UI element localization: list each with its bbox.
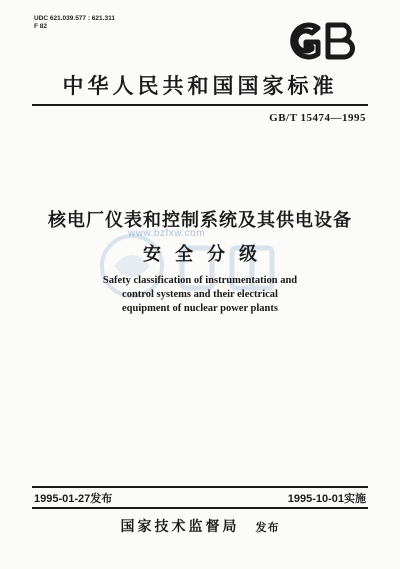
classification-block (34, 15, 115, 31)
issuer-action: 发布 (255, 521, 280, 534)
title-english-line-2: control systems and their electrical (122, 289, 278, 300)
udc-code: UDC 621.039.577 : 621.311 (34, 15, 115, 22)
title-english-line-1: Safety classification of instrumentation and (102, 275, 298, 286)
watermark-url: www.bzfxw.com (128, 228, 206, 239)
issue-date: 1995-01-27发布 (34, 493, 113, 505)
dates-top-divider (32, 486, 368, 488)
issuer-name: 国家技术监督局 (120, 519, 240, 535)
dates-bottom-divider (32, 507, 368, 509)
implementation-date: 1995-10-01实施 (287, 493, 366, 505)
standard-number: GB/T 15474—1995 (269, 112, 366, 124)
header-divider (32, 104, 368, 106)
gb-logo-icon (284, 18, 364, 64)
title-chinese-line-1: 核电厂仪表和控制系统及其供电设备 (48, 210, 352, 231)
issuing-authority (0, 516, 400, 536)
class-code: F 82 (34, 23, 48, 30)
title-chinese-line-2: 安全分级 (143, 244, 271, 265)
title-english (0, 274, 400, 316)
national-standard-heading: 中华人民共和国国家标准 (62, 74, 338, 98)
title-english-line-3: equipment of nuclear power plants (122, 303, 278, 314)
